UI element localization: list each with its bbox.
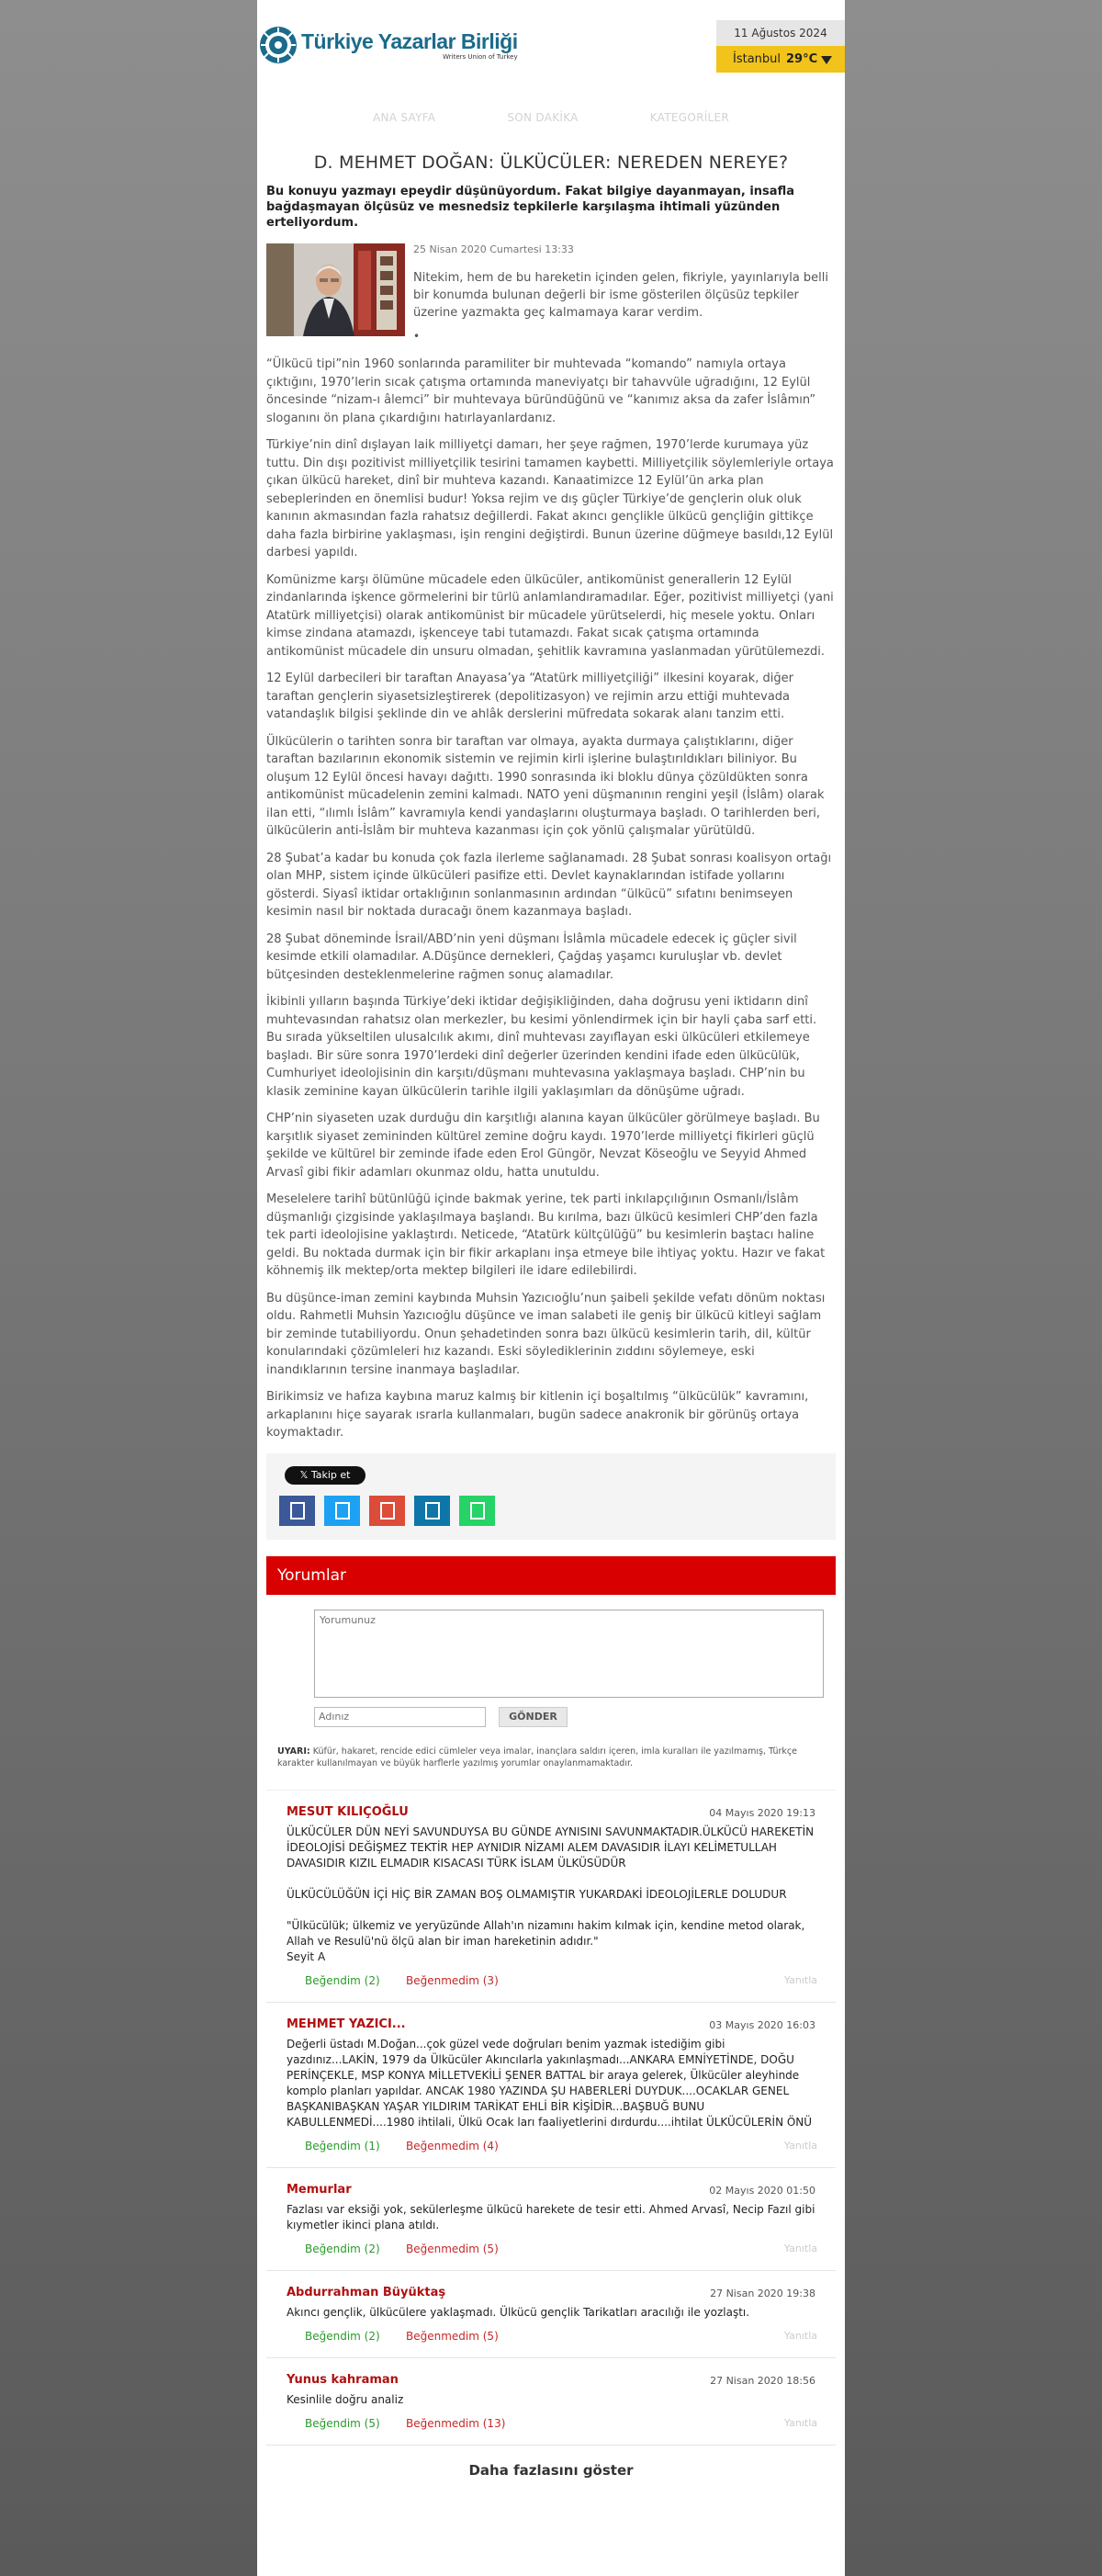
like-button[interactable]: Beğendim (5)	[305, 2416, 380, 2430]
linkedin-share-button[interactable]	[414, 1496, 450, 1526]
dislike-button[interactable]: Beğenmedim (5)	[406, 2329, 499, 2343]
linkedin-icon	[422, 1500, 443, 1520]
logo-subtitle: Writers Union of Turkey	[443, 52, 518, 61]
comment-list	[266, 1790, 836, 2446]
article-paragraph: 12 Eylül darbecileri bir taraftan Anayasa’ya “Atatürk milliyetçiliği” ilkesini koyarak, diğer taraftan gençlerin siyasetsizleştirerek (depolitizasyon) ve rejimin arzu ettiği muhtevada vatandaşlık bilgisi şeklinde din ve ahlâk derslerini müfredata sokarak alanı tanzim etti.	[266, 672, 794, 721]
date-weather-box	[716, 20, 845, 73]
comment-text: ÜLKÜCÜLER DÜN NEYİ SAVUNDUYSA BU GÜNDE AYNISINI SAVUNMAKTADIR.ÜLKÜCÜ HAREKETİN İDEOLOJİSİ DEĞİŞMEZ TEKTİR HEP AYNIDIR NİZAMI ALEM DAVASIDIR İLAYI KELİMETULLAH DAVASIDIR KIZIL ELMADIR KISACASI TÜRK İSLAM ÜLKÜSÜDÜR ÜLKÜCÜLÜĞÜN İÇİ HİÇ BİR ZAMAN BOŞ OLMAMIŞTIR YUKARDAKİ İDEOLOJİLERLE DOLUDUR "Ülkücülük; ülkemiz ve yeryüzünde Allah'ın nizamını hakim kılmak için, kendine metod olarak, Allah ve Resulü'nü ölçü alan bir iman hareketinin adıdır." Seyit A	[287, 1825, 815, 1963]
header	[257, 0, 845, 92]
facebook-share-button[interactable]	[279, 1496, 315, 1526]
nav-breaking-news[interactable]: SON DAKİKA	[507, 111, 579, 124]
whatsapp-share-button[interactable]	[459, 1496, 495, 1526]
comment-item	[266, 2003, 836, 2168]
logo-emblem-icon	[259, 26, 298, 64]
whatsapp-icon	[467, 1500, 488, 1520]
twitter-follow-button[interactable]: 𝕏 Takip et	[285, 1466, 365, 1485]
weather-dropdown-icon[interactable]	[821, 56, 832, 64]
comment-author: Abdurrahman Büyüktaş	[287, 2285, 446, 2299]
dislike-button[interactable]: Beğenmedim (4)	[406, 2139, 499, 2152]
commenter-name-input[interactable]	[314, 1707, 486, 1727]
share-buttons	[279, 1496, 495, 1526]
weather-temp: 29°C	[786, 52, 818, 66]
comment-textarea[interactable]	[314, 1610, 824, 1698]
logo-title: Türkiye Yazarlar Birliği	[301, 28, 518, 53]
google-plus-share-button[interactable]	[369, 1496, 405, 1526]
comment-date: 04 Mayıs 2020 19:13	[709, 1806, 815, 1819]
reply-button[interactable]: Yanıtla	[783, 2242, 817, 2254]
warning-text: Küfür, hakaret, rencide edici cümleler veya imalar, inançlara saldırı içeren, imla kuralları ile yazılmamış, Türkçe karakter kullanılmayan ve büyük harflerle yazılmış yorumlar onaylanmamaktadır.	[277, 1746, 797, 1768]
comment-date: 02 Mayıs 2020 01:50	[709, 2184, 815, 2197]
article-intro: Nitekim, hem de bu hareketin içinden gelen, fikriyle, yayınlarıyla belli bir konumda bulunan değerli bir isme gösterilen ölçüsüz tepkiler üzerine yazmakta geç kalmamaya karar verdim.	[413, 271, 829, 320]
show-more-comments-button[interactable]: Daha fazlasını göster	[468, 2461, 634, 2479]
article-paragraph: 28 Şubat’a kadar bu konuda çok fazla ilerleme sağlanamadı. 28 Şubat sonrası koalisyon ortağı olan MHP, sistem içinde ülkücüleri pasifize etti. Devlet kaynaklarından istifade yollarını gösterdi. Siyasî iktidar ortaklığının sonlanmasının ardından “ülkücü” sıfatını benimseyen kesimin nasıl bir noktada duracağı önem kazanmaya başladı.	[266, 851, 832, 919]
article-paragraph: Bu düşünce-iman zemini kaybında Muhsin Yazıcıoğlu’nun şaibeli şekilde vefatı dönüm noktası oldu. Rahmetli Muhsin Yazıcıoğlu düşünce ve iman salabeti ile geniş bir ülkücü kitleyi sağlam bir zeminde tutabiliyordu. Onun şehadetinden sonra bazı ülkücü kesimlerin tarih, dil, kültür konularındaki çözümleleri hız kazandı. Eski söylediklerinin zıddını söylemeye, eski inandıklarının tersine inanmaya başladılar.	[266, 1291, 826, 1377]
like-button[interactable]: Beğendim (2)	[305, 2242, 380, 2255]
comment-date: 03 Mayıs 2020 16:03	[709, 2018, 815, 2031]
article-lead: Bu konuyu yazmayı epeydir düşünüyordum. Fakat bilgiye dayanmayan, insafla bağdaşmayan ölçüsüz ve mesnedsiz tepkilerle karşılaşma ihtimali yüzünden erteliyordum.	[266, 185, 794, 230]
reply-button[interactable]: Yanıtla	[783, 2329, 817, 2342]
like-button[interactable]: Beğendim (2)	[305, 2329, 380, 2343]
dislike-button[interactable]: Beğenmedim (13)	[406, 2416, 506, 2430]
site-logo[interactable]	[259, 26, 518, 64]
comment-author: Memurlar	[287, 2182, 352, 2197]
comment-text: Kesinlile doğru analiz	[287, 2392, 404, 2406]
warning-label: UYARI:	[277, 1746, 310, 1757]
comment-author: Yunus kahraman	[287, 2372, 399, 2387]
article-paragraph: Ülkücülerin o tarihten sonra bir taraftan var olmaya, ayakta durmaya çalıştıklarını, diğer taraftan bazılarının ekonomik sistemin ve rejimin kirli işlerine bulaştırıldıkları biliniyor. Bu oluşum 12 Eylül öncesi havayı dağıttı. 1990 sonrasında iki bloklu dünya çözüldükten sonra antikomünist mücadelenin zemini kalmadı. NATO yeni düşmanının rengini yeşil (İslâm) olarak ilan etti, “ılımlı İslâm” kavramıyla kendi yandaşlarını oluşturmaya başladı. O tarihlerden beri, ülkücülerin anti-İslâm bir muhteva kazanması için çok yönlü çalışmalar yürütüldü.	[266, 734, 825, 838]
dislike-button[interactable]: Beğenmedim (3)	[406, 1973, 499, 1987]
like-button[interactable]: Beğendim (1)	[305, 2139, 380, 2152]
article-paragraph: Komünizme karşı ölümüne mücadele eden ülkücüler, antikomünist generallerin 12 Eylül zindanlarında işkence görmelerini bir türlü anlamlandıramadılar. Eğer, pozitivist milliyetçi (yani Atatürk milliyetçisi) olarak antikomünist bir mücadele yürütselerdi, hiç mesele yoktu. Onları kimse zindana atamazdı, işkenceye tabi tutamazdı. Fakat sıcak çatışma ortamında antikomünist mücadele din unsuru olmadan, şehitlik kavramına yaslanmadan yürütülemezdi.	[266, 572, 834, 659]
nav-home[interactable]: ANA SAYFA	[372, 111, 436, 124]
weather-widget[interactable]	[716, 46, 845, 73]
comment-author: MEHMET YAZICI...	[287, 2017, 406, 2031]
comment-item	[266, 1791, 836, 2003]
author-photo	[266, 243, 405, 336]
dislike-button[interactable]: Beğenmedim (5)	[406, 2242, 499, 2255]
bullet-mark: •	[413, 330, 421, 343]
reply-button[interactable]: Yanıtla	[783, 2416, 817, 2429]
article-title: D. MEHMET DOĞAN: ÜLKÜCÜLER: NEREDEN NEREYE?	[313, 153, 789, 173]
article-paragraph: “Ülkücü tipi”nin 1960 sonlarında paramiliter bir muhtevada “komando” namıyla ortaya çıktığını, 1970’lerin sıcak çatışma ortamında maneviyatçı bir tahavvüle uğradığını, 12 Eylül öncesinde “nizam-ı âlemci” bir muhtevaya büründüğünü ve “kanımız aksa da zafer İslâmın” sloganını ön plana çıkardığını hatırlayanlardanız.	[266, 357, 816, 425]
article-meta	[266, 243, 836, 346]
comment-warning	[277, 1746, 828, 1769]
send-comment-button[interactable]: GÖNDER	[499, 1707, 568, 1727]
comment-form	[266, 1595, 836, 1790]
comment-text: Değerli üstadı M.Doğan...çok güzel vede doğruları benim yazmak istediğim gibi yazdınız...LAKİN, 1979 da Ülkücüler Akıncılarla yakınlaşmadı...ANKARA EMNİYETİNDE, DOĞU PERİNÇEKLE, MSP KONYA MİLLETVEKİLİ ŞENER BATTAL bir araya gelerek, Ülkücüler aleyhinde komplo planları yapıldar. ANCAK 1980 YAZINDA ŞU HABERLERİ DUYDUK....OCAKLAR GENEL BAŞKANIBAŞKAN YAŞAR YILDIRIM TARİKAT EHLİ BİR KİŞİDİR...BAŞBUĞ BUNU KABULLENMEDİ....1980 ihtilali, Ülkü Ocak ları faaliyetlerini dırdurdu....ihtilat ÜLKÜCÜLERİN ÖNÜ	[287, 2037, 813, 2129]
comment-date: 27 Nisan 2020 18:56	[710, 2374, 815, 2387]
comment-item	[266, 2358, 836, 2446]
article-paragraph: Birikimsiz ve hafıza kaybına maruz kalmış bir kitlenin içi boşaltılmış “ülkücülük” kavramını, arkaplanını hiçe sayarak ısrarla kullanmaları, bugün sadece anakronik bir görünüş ortaya koymaktadır.	[266, 1390, 809, 1440]
follow-label: Takip et	[310, 1468, 351, 1481]
article-paragraph: İkibinli yılların başında Türkiye’deki iktidar değişikliğinden, daha doğrusu yeni iktidarın dinî muhtevasından rahatsız olan merkezler, bu kesimi yönlendirmek için bir hayli çaba sarf etti. Bu sırada yükseltilen ulusalcılık akımı, dinî muhtevası zayıflayan eski ülkücüleri etkilemeye başladı. Bir süre sonra 1970’lerdeki dinî değerler üzerinden kendini ifade eden ülkücülük, Cumhuriyet ideolojisinin din karşıtı/düşmanı muhtevasına yaklaşmaya başladı. CHP’nin bu klasik zeminine kayan ülkücülerin tarihle ilgili yaklaşımları da dönüşüme uğradı.	[266, 995, 817, 1099]
twitter-share-button[interactable]	[324, 1496, 360, 1526]
comment-item	[266, 2271, 836, 2358]
article-paragraph: Meselelere tarihî bütünlüğü içinde bakmak yerine, tek parti inkılapçılığının Osmanlı/İslâm düşmanlığı çizgisinde yaklaşılmaya başlandı. Bu kırılma, bazı ülkücü kesimleri CHP’den fazla tek parti ideolojisine yaklaştırdı. Neticede, “Atatürk kültçülüğü” bu kesimlerin baştacı haline geldi. Bu noktada durmak için bir fikir arkaplanı inşa etmeye bile ihtiyaç yoktu. Hazır ve fakat köhnemiş ilk mektep/orta mektep bilgileri ile idare edilebilirdi.	[266, 1192, 826, 1278]
twitter-icon	[332, 1500, 353, 1520]
page	[257, 0, 845, 2576]
article-paragraph: 28 Şubat döneminde İsrail/ABD’nin yeni düşmanı İslâmla mücadele edecek iç güçler sivil kesimde etkili olamadılar. A.Düşünce dernekleri, Çağdaş yaşamcı kuruluşlar vb. devlet bütçesinden desteklenmelerine rağmen sonuç alamadılar.	[266, 932, 797, 982]
reply-button[interactable]: Yanıtla	[783, 2139, 817, 2152]
article-paragraph: Türkiye’nin dinî dışlayan laik milliyetçi damarı, her şeye rağmen, 1970’lerde kurumaya yüz tuttu. Din dışı pozitivist milliyetçilik tesirini tamamen kaybetti. Milliyetçilik söylemleriyle ortaya çıkan ülkücü hareket, dinî bir muhteva kazandı. Kanaatimizce 12 Eylül’ün arka plan sebeplerinden en önemlisi budur! Yoksa rejim ve dış güçler Türkiye’de gençlerin oluk oluk kanının akmasından fazla rahatsız değillerdi. Fakat akıncı gençlikle ülkücü gençliğin gittikçe daha fazla birbirine yaklaşması, işin rengini değiştirdi. Bunun üzerine düğmeye basıldı,12 Eylül darbesi yapıldı.	[266, 438, 834, 559]
like-button[interactable]: Beğendim (2)	[305, 1973, 380, 1987]
article-paragraph: CHP’nin siyaseten uzak durduğu din karşıtlığı alanına kayan ülkücüler görülmeye başladı. Bu karşıtlık siyaset zemininden kültürel zemine doğru kaydı. 1970’lerde milliyetçi fikirleri güçlü şekilde ve kültürel bir zeminde ifade eden Erol Güngör, Nevzat Köseoğlu ve Seyyid Ahmed Arvasî gibi fikir adamları okunmaz oldu, hatta unutuldu.	[266, 1112, 820, 1180]
article	[257, 153, 845, 2479]
weather-city: İstanbul	[733, 52, 782, 66]
google-plus-icon	[377, 1500, 398, 1520]
social-share-bar	[266, 1453, 836, 1540]
nav-categories[interactable]: KATEGORİLER	[649, 111, 730, 124]
comments-heading: Yorumlar	[266, 1556, 836, 1595]
current-date: 11 Ağustos 2024	[716, 20, 845, 46]
comment-item	[266, 2168, 836, 2271]
reply-button[interactable]: Yanıtla	[783, 1973, 817, 1986]
comment-text: Akıncı gençlik, ülkücülere yaklaşmadı. Ülkücü gençlik Tarikatları aracılığı ile yozlaştı.	[287, 2305, 750, 2319]
facebook-icon	[287, 1500, 308, 1520]
comment-author: MESUT KILIÇOĞLU	[287, 1804, 409, 1819]
comment-text: Fazlası var eksiği yok, sekülerleşme ülkücü harekete de tesir etti. Ahmed Arvasî, Necip Fazıl gibi kıymetler ikinci plana atıldı.	[287, 2202, 815, 2231]
publish-date: 25 Nisan 2020 Cumartesi 13:33	[413, 243, 574, 255]
comment-date: 27 Nisan 2020 19:38	[710, 2287, 815, 2299]
main-nav	[257, 92, 845, 143]
